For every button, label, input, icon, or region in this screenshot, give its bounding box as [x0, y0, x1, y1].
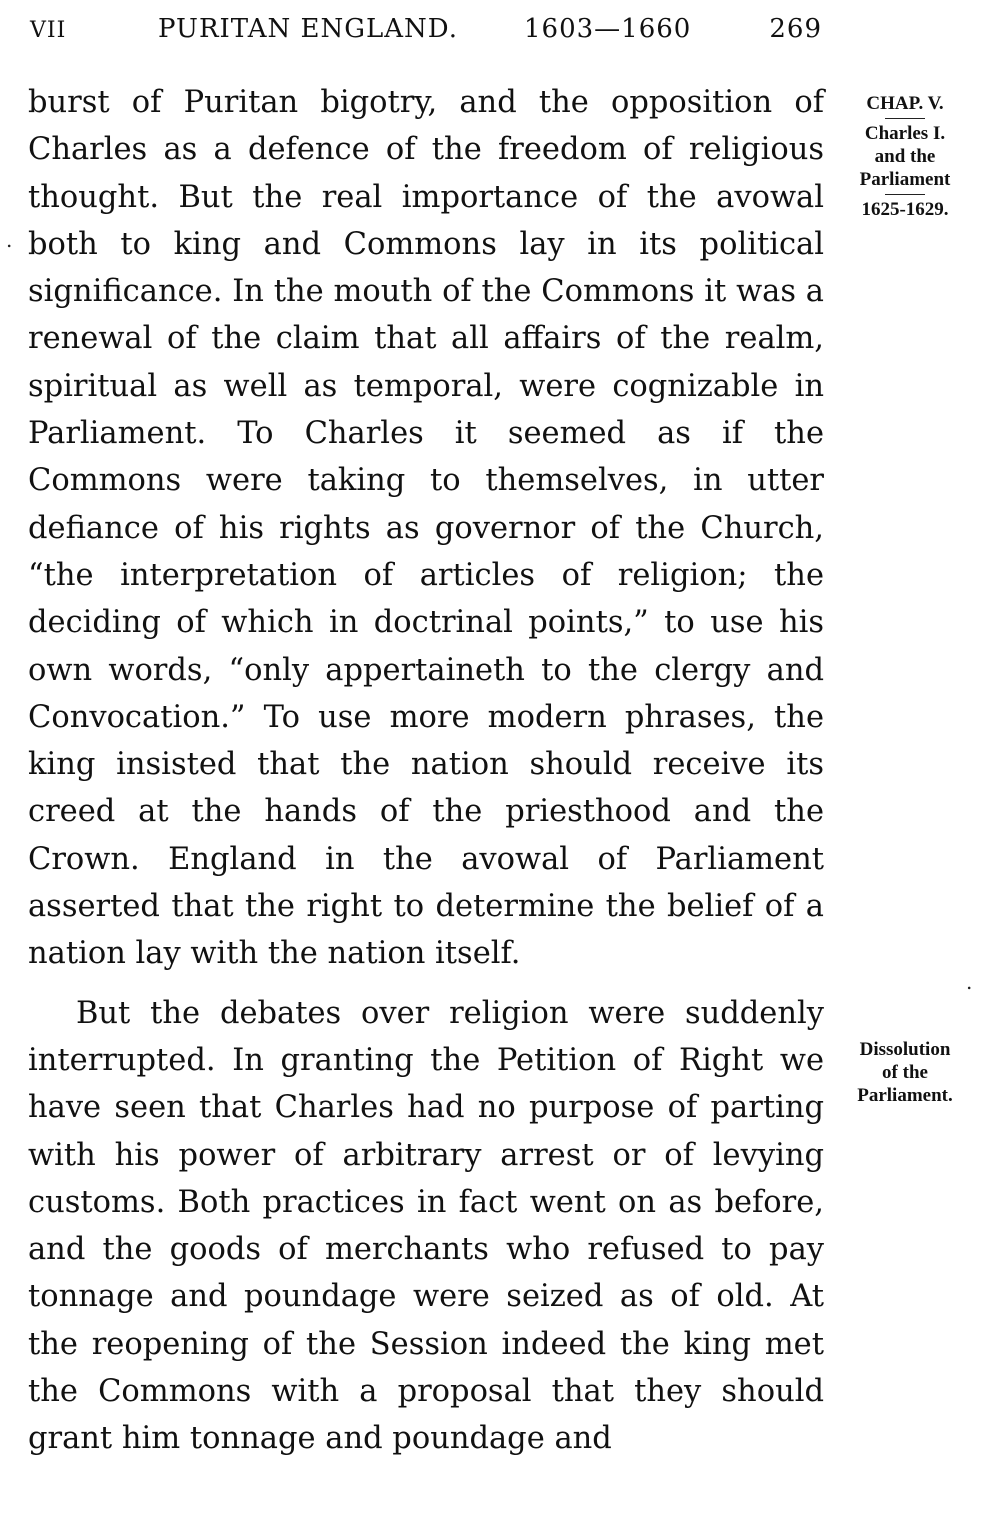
page-number: 269: [769, 14, 822, 44]
period-years: 1603—1660: [524, 14, 692, 44]
margin-note-charles-parliament: [830, 92, 980, 221]
margin-note-line: Parliament: [859, 169, 951, 190]
margin-rule: [885, 118, 925, 119]
margin-note-chapter: CHAP. V.: [866, 93, 944, 114]
margin-note-line: of the: [882, 1062, 928, 1083]
margin-note-line: Dissolution: [859, 1039, 951, 1060]
margin-note-line: and the: [874, 146, 936, 167]
margin-note-dissolution: [830, 1038, 980, 1107]
margin-rule: [885, 194, 925, 195]
book-title: PURITAN ENGLAND.: [158, 14, 458, 44]
stray-print-mark: .: [966, 970, 973, 994]
margin-note-line: Parliament.: [857, 1085, 953, 1106]
running-header: [30, 14, 826, 54]
stray-print-mark: .: [6, 228, 13, 252]
paragraph: But the debates over religion were suddenly interrupted. In granting the Petition of Right we have seen that Charles had no purpose of parting with his power of arbitrary arrest or of levying customs. Both practices in fact went on as before, and the goods of merchants who refused to pay tonnage and poundage were seized as of old. At the reopening of the Session indeed the king met the Commons with a proposal that they should grant him tonnage and poundage and: [28, 995, 824, 1457]
margin-note-line: Charles I.: [864, 123, 946, 144]
paragraph: burst of Puritan bigotry, and the opposition of Charles as a defence of the freedom of religious thought. But the real importance of the avowal both to king and Commons lay in its political significance. In the mouth of the Commons it was a renewal of the claim that all affairs of the realm, spiritual as well as temporal, were cognizable in Parliament. To Charles it seemed as if the Commons were taking to themselves, in utter defiance of his rights as governor of the Church, “the interpretation of articles of religion; the deciding of which in doctrinal points,” to use his own words, “only appertaineth to the clergy and Convocation.” To use more modern phrases, the king insisted that the nation should receive its creed at the hands of the priesthood and the Crown. England in the avowal of Parliament asserted that the right to determine the belief of a nation lay with the nation itself.: [28, 85, 824, 972]
body-text: [28, 79, 824, 1463]
chapter-numeral: VII: [30, 18, 67, 43]
margin-note-dates: 1625-1629.: [861, 199, 949, 220]
